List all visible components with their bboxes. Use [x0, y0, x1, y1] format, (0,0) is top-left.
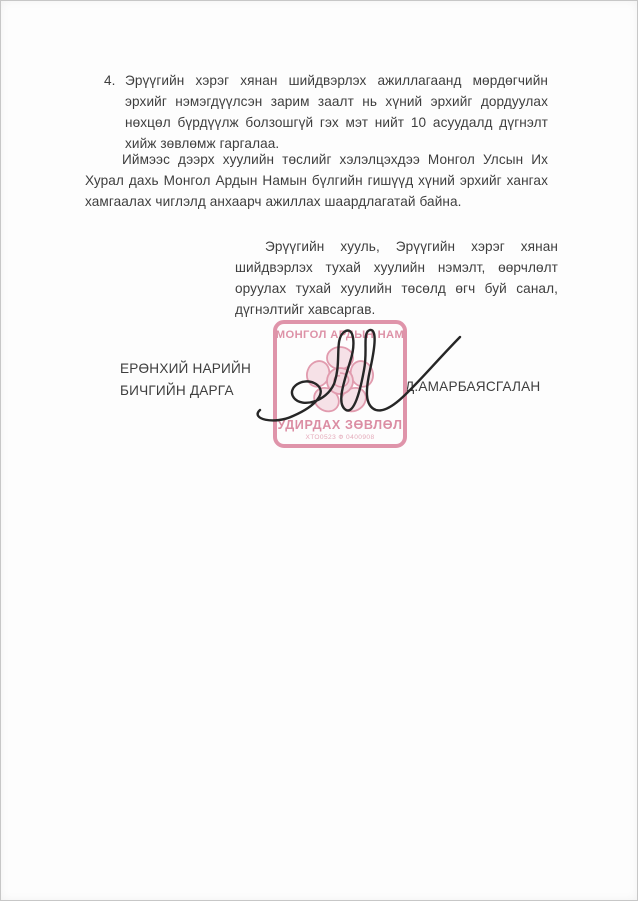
stamp-bottom-text: УДИРДАХ ЗӨВЛӨЛ: [277, 418, 403, 432]
paragraph-conclusion: Иймээс дээрх хуулийн төслийг хэлэлцэхдээ Монгол Улсын Их Хурал дахь Монгол Ардын Намын бүлгийн гишүүд хүний эрхийг хангах хамгаалах чиглэлд анхаарч ажиллах шаардлагатай байна.: [85, 152, 548, 209]
signatory-name: Д.АМАРБАЯСГАЛАН: [405, 379, 541, 394]
list-number: 4.: [104, 73, 116, 88]
paragraph-text: Эрүүгийн хэрэг хянан шийдвэрлэх ажиллагаанд мөрдөгчийн эрхийг нэмэгдүүлсэн зарим заалт нь хүний эрхийг дордуулах нөхцөл бүрдүүлж болзошгүй гэх мэт нийт 10 асуудалд дүгнэлт хийж зөвлөмж гаргалаа.: [125, 73, 548, 151]
stamp-code-text: ХТО0523 Ф 0400908: [305, 434, 375, 441]
signatory-title-line2: БИЧГИЙН ДАРГА: [120, 383, 234, 398]
stamp-top-text: МОНГОЛ АРДЫН НАМ: [275, 329, 405, 341]
handwritten-signature: [248, 322, 464, 432]
paragraph-attachment-note: Эрүүгийн хууль, Эрүүгийн хэрэг хянан шийдвэрлэх тухай хуулийн нэмэлт, өөрчлөлт оруулах тухай хуулийн төсөлд өгч буй санал, дүгнэлтийг хавсаргав.: [235, 239, 558, 317]
signatory-title-line1: ЕРӨНХИЙ НАРИЙН: [120, 361, 252, 376]
signatory-title: [120, 358, 251, 402]
signature-stroke: [258, 330, 460, 420]
numbered-paragraph-4: [104, 70, 548, 154]
